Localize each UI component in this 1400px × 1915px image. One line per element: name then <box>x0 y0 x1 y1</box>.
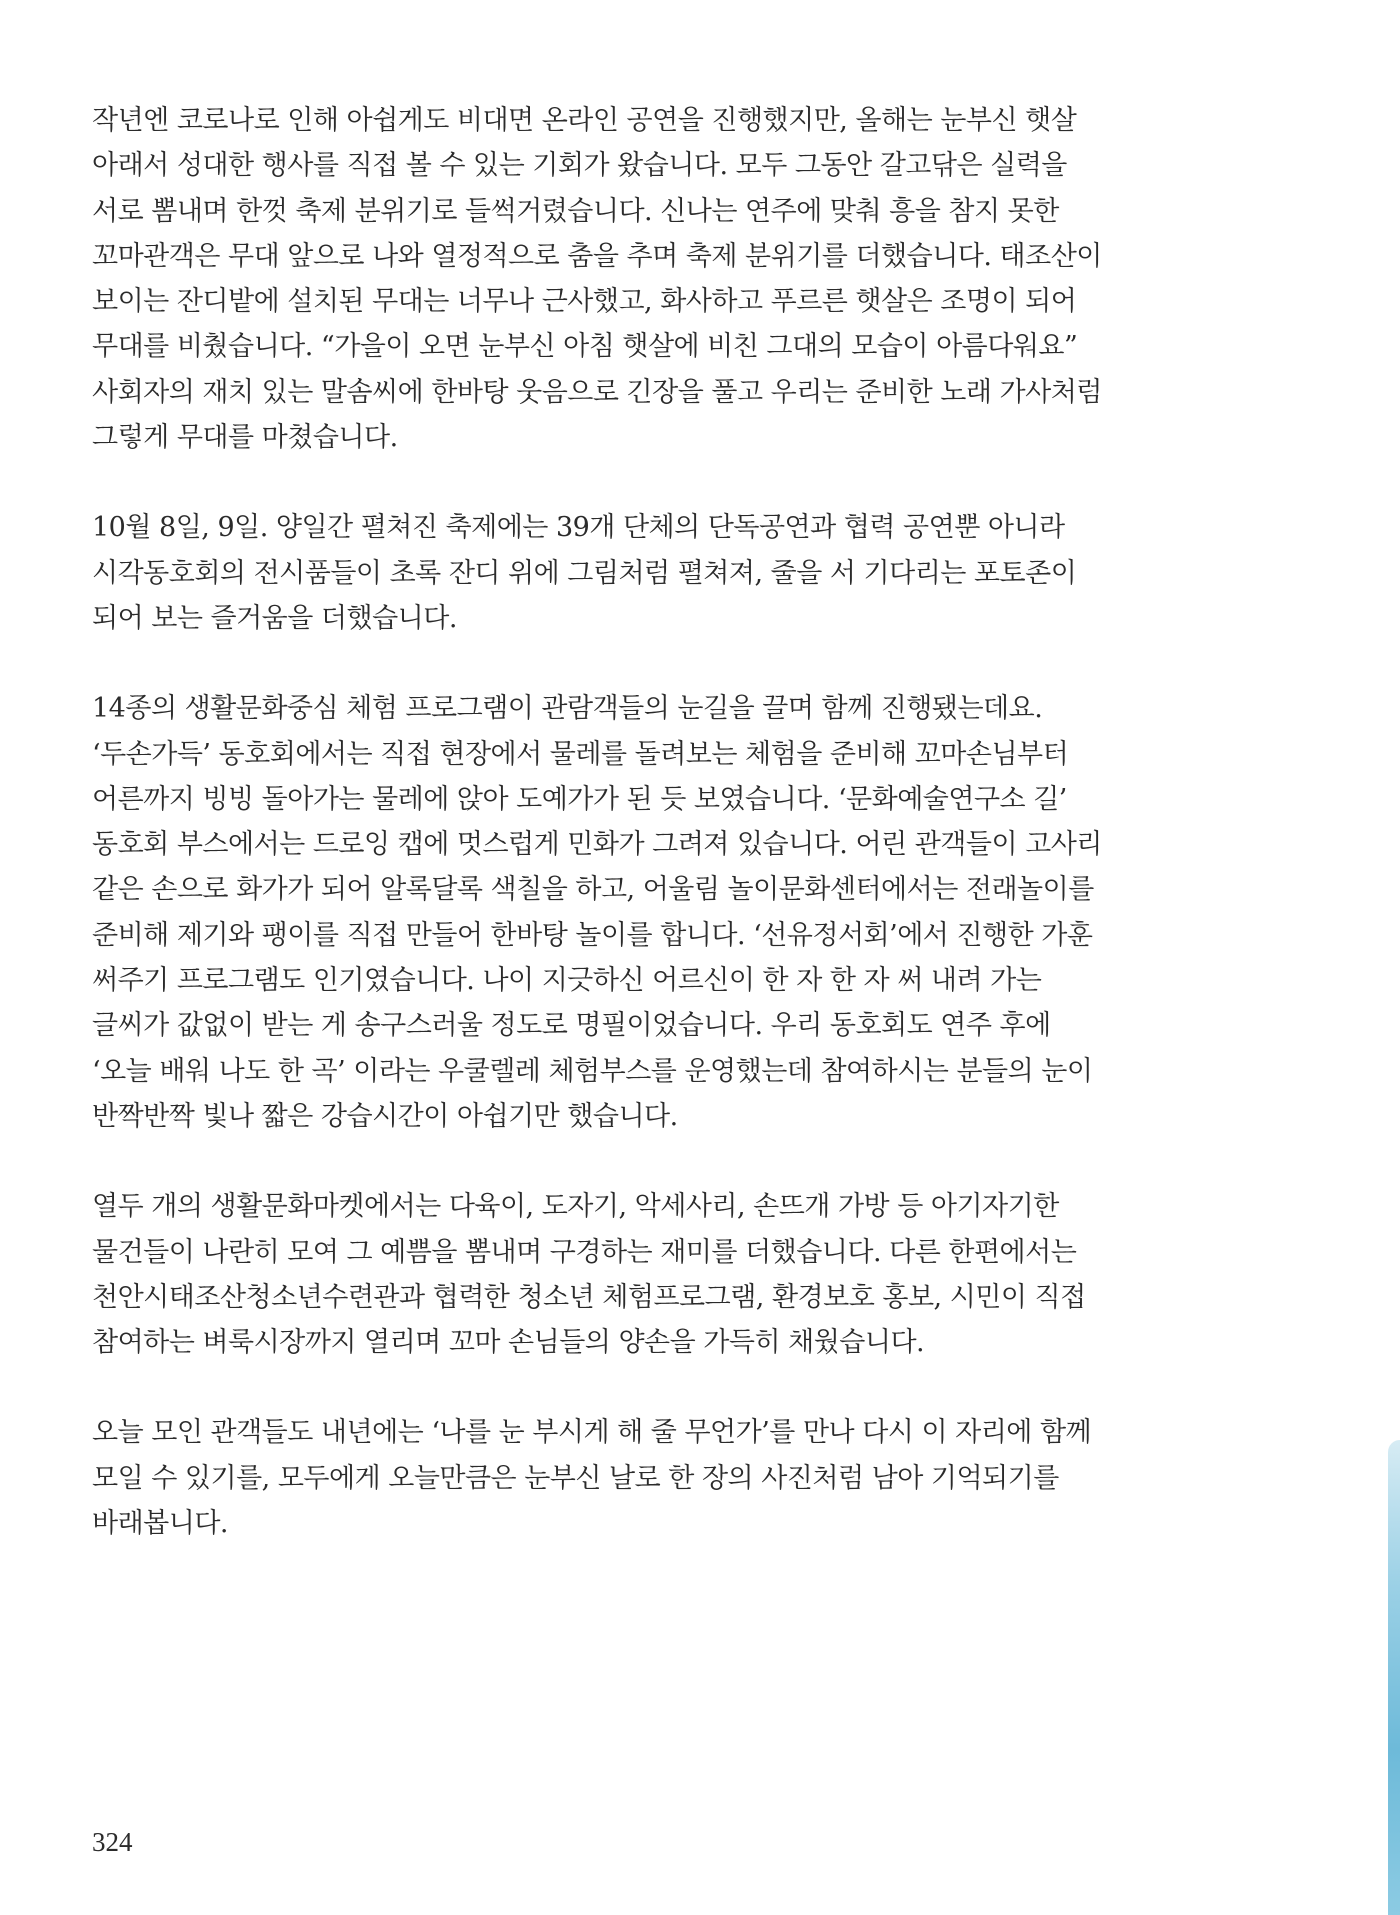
text-line: 시각동호회의 전시품들이 초록 잔디 위에 그림처럼 펼쳐져, 줄을 서 기다리는 포토존이 <box>92 557 1077 589</box>
paragraph-1 <box>92 98 1102 460</box>
text-line: 물건들이 나란히 모여 그 예쁨을 뽐내며 구경하는 재미를 더했습니다. 다른 한편에서는 <box>92 1236 1077 1268</box>
paragraph-4 <box>92 1184 1092 1365</box>
text-line: ‘오늘 배워 나도 한 곡’ 이라는 우쿨렐레 체험부스를 운영했는데 참여하시는 분들의 눈이 <box>92 1055 1093 1087</box>
paragraph-2 <box>92 505 1092 641</box>
article-body <box>92 98 1102 1591</box>
text-line: 글씨가 값없이 받는 게 송구스러울 정도로 명필이었습니다. 우리 동호회도 연주 후에 <box>92 1010 1051 1042</box>
text-line: 10월 8일, 9일. 양일간 펼쳐진 축제에는 39개 단체의 단독공연과 협력 공연뿐 아니라 <box>92 512 1065 544</box>
text-line: 동호회 부스에서는 드로잉 캡에 멋스럽게 민화가 그려져 있습니다. 어린 관객들이 고사리 <box>92 829 1102 861</box>
text-line: 써주기 프로그램도 인기였습니다. 나이 지긋하신 어르신이 한 자 한 자 써 내려 가는 <box>92 965 1042 997</box>
text-line: 천안시태조산청소년수련관과 협력한 청소년 체험프로그램, 환경보호 홍보, 시민이 직접 <box>92 1281 1086 1313</box>
text-line: 준비해 제기와 팽이를 직접 만들어 한바탕 놀이를 합니다. ‘선유정서회’에서 진행한 가훈 <box>92 919 1093 951</box>
text-line: 무대를 비췄습니다. “가을이 오면 눈부신 아침 햇살에 비친 그대의 모습이 아름다워요” <box>92 331 1078 363</box>
text-line: 오늘 모인 관객들도 내년에는 ‘나를 눈 부시게 해 줄 무언가’를 만나 다시 이 자리에 함께 <box>92 1417 1092 1449</box>
text-line: 작년엔 코로나로 인해 아쉽게도 비대면 온라인 공연을 진행했지만, 올해는 눈부신 햇살 <box>92 105 1077 136</box>
text-line: 열두 개의 생활문화마켓에서는 다육이, 도자기, 악세사리, 손뜨개 가방 등 아기자기한 <box>92 1191 1059 1223</box>
text-line: 어른까지 빙빙 돌아가는 물레에 앉아 도예가가 된 듯 보였습니다. ‘문화예술연구소 길’ <box>92 783 1067 815</box>
paragraph-5 <box>92 1410 1092 1546</box>
text-line: 아래서 성대한 행사를 직접 볼 수 있는 기회가 왔습니다. 모두 그동안 갈고닦은 실력을 <box>92 150 1067 182</box>
text-line: 같은 손으로 화가가 되어 알록달록 색칠을 하고, 어울림 놀이문화센터에서는 전래놀이를 <box>92 874 1094 906</box>
page-edge-decoration <box>1388 1440 1400 1915</box>
text-line: 반짝반짝 빛나 짧은 강습시간이 아쉽기만 했습니다. <box>92 1100 678 1132</box>
text-line: 사회자의 재치 있는 말솜씨에 한바탕 웃음으로 긴장을 풀고 우리는 준비한 노래 가사처럼 <box>92 376 1102 408</box>
text-line: 서로 뽐내며 한껏 축제 분위기로 들썩거렸습니다. 신나는 연주에 맞춰 흥을 참지 못한 <box>92 195 1059 227</box>
text-line: 참여하는 벼룩시장까지 열리며 꼬마 손님들의 양손을 가득히 채웠습니다. <box>92 1327 925 1359</box>
text-line: 꼬마관객은 무대 앞으로 나와 열정적으로 춤을 추며 축제 분위기를 더했습니다. 태조산이 <box>92 240 1102 272</box>
text-line: 그렇게 무대를 마쳤습니다. <box>92 422 398 454</box>
text-line: 보이는 잔디밭에 설치된 무대는 너무나 근사했고, 화사하고 푸르른 햇살은 조명이 되어 <box>92 286 1077 318</box>
paragraph-3 <box>92 686 1102 1139</box>
text-line: 바래봅니다. <box>92 1508 228 1540</box>
text-line: ‘두손가득’ 동호회에서는 직접 현장에서 물레를 돌려보는 체험을 준비해 꼬마손님부터 <box>92 738 1069 770</box>
text-line: 14종의 생활문화중심 체험 프로그램이 관람객들의 눈길을 끌며 함께 진행됐는데요. <box>92 693 1043 725</box>
text-line: 되어 보는 즐거움을 더했습니다. <box>92 602 457 634</box>
page-number: 324 <box>92 1827 133 1857</box>
text-line: 모일 수 있기를, 모두에게 오늘만큼은 눈부신 날로 한 장의 사진처럼 남아 기억되기를 <box>92 1462 1059 1494</box>
